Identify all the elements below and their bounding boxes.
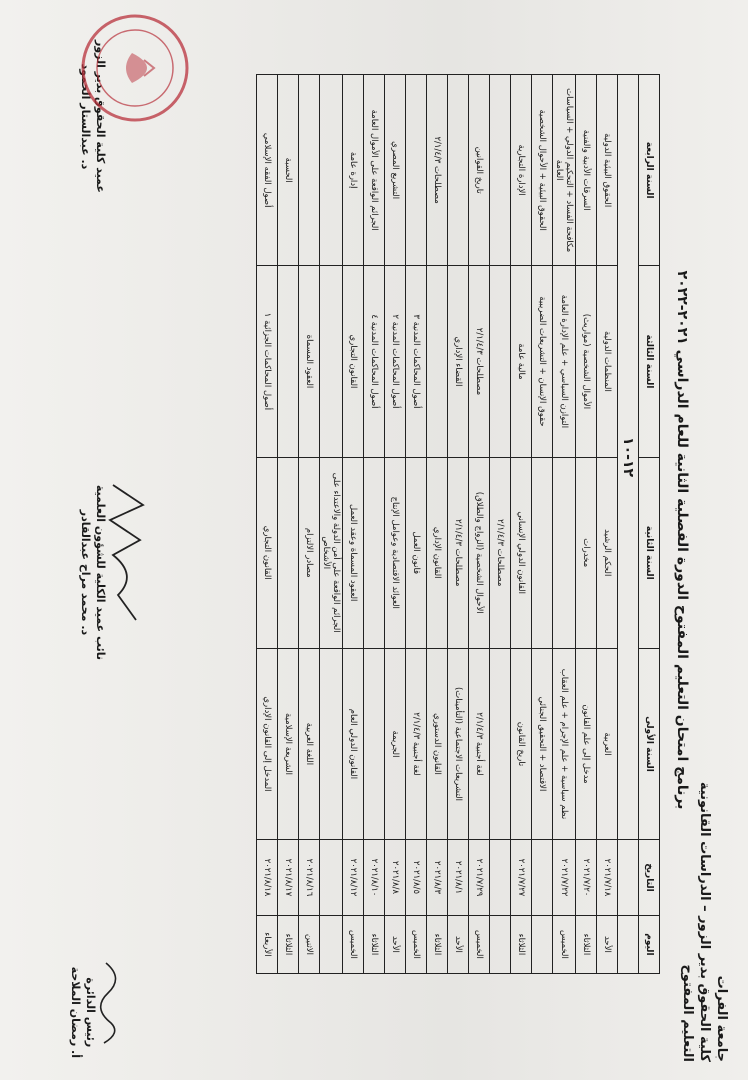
cell-day: الأحد — [448, 915, 469, 973]
cell-y2 — [364, 457, 385, 648]
cell-y2: مصطلحات ٢/١/٤/٣ — [490, 457, 511, 648]
cell-date — [532, 840, 553, 916]
cell-y4: الحقوق البيئية + الأحوال الشخصية — [532, 75, 553, 266]
col-header-date: التاريخ — [639, 840, 660, 916]
cell-y3: مصطلحات ٢/١/٤/٣ — [469, 266, 490, 457]
time-slot-row — [618, 75, 639, 974]
col-header-year1: السنة الأولى — [639, 648, 660, 839]
cell-y4: التشريع المصري — [385, 75, 406, 266]
cell-y4: الحسبة — [278, 75, 299, 266]
cell-y3: أصول المحاكمات المدنية ٢ — [385, 266, 406, 457]
signature-scribble-2 — [103, 480, 148, 630]
col-header-day: اليوم — [639, 915, 660, 973]
cell-y3: أصول المحاكمات الجزائية ١ — [257, 266, 278, 457]
cell-y2: العقود المسماة وعقد العمل — [343, 457, 364, 648]
table-row — [406, 75, 427, 974]
table-row — [364, 75, 385, 974]
table-row — [469, 75, 490, 974]
cell-day: الأحد — [597, 915, 618, 973]
cell-date: ٢٠٢١/٨/١٦ — [299, 840, 320, 916]
table-row — [532, 75, 553, 974]
signature-name-1: أ. رمضان الملاحة — [69, 966, 82, 1058]
cell-y3: أصول المحاكمات المدنية ٣ — [406, 266, 427, 457]
cell-y1: لغة أجنبية ٢/١/٤/٣ — [406, 648, 427, 839]
table-row — [257, 75, 278, 974]
cell-y3: الأموال الشخصية (مواريث) — [576, 266, 597, 457]
table-row — [576, 75, 597, 974]
table-row — [343, 75, 364, 974]
table-row — [490, 75, 511, 974]
cell-y4: الإدارة التجارية — [511, 75, 532, 266]
cell-day: الثلاثاء — [576, 915, 597, 973]
cell-date: ٢٠٢١/٧/٢٢ — [553, 840, 576, 916]
cell-day: الخميس — [343, 915, 364, 973]
cell-y4 — [320, 75, 343, 266]
cell-y4 — [448, 75, 469, 266]
cell-day: الأحد — [385, 915, 406, 973]
cell-date: ٢٠٢١/٨/١٠ — [364, 840, 385, 916]
signature-vice-dean — [78, 485, 108, 660]
cell-y1: المدخل إلى القانون الإداري — [257, 648, 278, 839]
cell-y4: الحقوق البيئية الدولية — [597, 75, 618, 266]
cell-y2: الأحوال الشخصية (الزواج والطلاق) — [469, 457, 490, 648]
table-row — [278, 75, 299, 974]
signature-role-3: عميد كلية الحقوق بدير الزور — [94, 40, 107, 193]
cell-day: الخميس — [406, 915, 427, 973]
cell-y4: أصول الفقه الإسلامي — [257, 75, 278, 266]
col-header-year4: السنة الرابعة — [639, 75, 660, 266]
cell-y3 — [490, 266, 511, 457]
cell-y4: تاريخ القوانين — [469, 75, 490, 266]
cell-y1 — [320, 648, 343, 839]
cell-y4: السرقات الأدبية والفنية — [576, 75, 597, 266]
signature-name-2: د. محمد مراح عبدالقادر — [79, 509, 92, 636]
cell-y1: الشريعة الإسلامية — [278, 648, 299, 839]
cell-y1: العربية — [597, 648, 618, 839]
cell-y3: التوازن السياسي + علم الإدارة العامة — [553, 266, 576, 457]
col-header-year2: السنة الثانية — [639, 457, 660, 648]
cell-y1: تاريخ القانون — [511, 648, 532, 839]
signature-scribble-1 — [96, 958, 126, 1048]
table-row — [427, 75, 448, 974]
cell-y1: لغة أجنبية ٢/١/٤/٣ — [469, 648, 490, 839]
cell-y2: قانون العمل — [406, 457, 427, 648]
cell-y2: العوائد الاقتصادية وعوامل الإنتاج — [385, 457, 406, 648]
schedule-body — [257, 75, 618, 974]
time-slot-empty-day — [618, 915, 639, 973]
cell-y3: القضاء الإداري — [448, 266, 469, 457]
table-row — [553, 75, 576, 974]
cell-y1: القانون الدستوري — [427, 648, 448, 839]
cell-y3 — [427, 266, 448, 457]
cell-y3: مالية عامة — [511, 266, 532, 457]
cell-date: ٢٠٢١/٨/١٨ — [257, 840, 278, 916]
cell-y4: الجرائم الواقعة على الأموال العامة — [364, 75, 385, 266]
cell-y2: القانون الدولي الإنساني — [511, 457, 532, 648]
cell-date: ٢٠٢١/٨/١ — [448, 840, 469, 916]
cell-day: الخميس — [553, 915, 576, 973]
cell-y2: الجرائم الواقعة على أمن الدولة والاعتداء على الأشخاص — [320, 457, 343, 648]
cell-y3: العقود المسماة — [299, 266, 320, 457]
cell-y2 — [532, 457, 553, 648]
cell-y2 — [553, 457, 576, 648]
cell-y2: مصادر الالتزام — [299, 457, 320, 648]
cell-day: الأربعاء — [257, 915, 278, 973]
cell-y3 — [278, 266, 299, 457]
cell-date: ٢٠٢١/٧/٢٠ — [576, 840, 597, 916]
signature-head-of-department — [68, 967, 98, 1058]
cell-y1: الجريمة — [385, 648, 406, 839]
cell-y2: مصطلحات ٢/١/٤/٣ — [448, 457, 469, 648]
cell-date — [490, 840, 511, 916]
signature-role-1: رئيس الدائرة — [84, 977, 97, 1048]
cell-date: ٢٠٢١/٨/٣ — [427, 840, 448, 916]
cell-y4 — [490, 75, 511, 266]
table-row — [385, 75, 406, 974]
cell-y1: الاقتصاد + التحقيق الجنائي — [532, 648, 553, 839]
table-row — [448, 75, 469, 974]
cell-y3 — [320, 266, 343, 457]
cell-y3: أصول المحاكمات المدنية ٤ — [364, 266, 385, 457]
exam-schedule-table — [256, 74, 660, 974]
cell-date: ٢٠٢١/٧/٢٧ — [511, 840, 532, 916]
cell-y3: المنظمات الدولية — [597, 266, 618, 457]
cell-y1: نظم سياسية + علم الإجرام + علم العقاب — [553, 648, 576, 839]
cell-day: الخميس — [469, 915, 490, 973]
department-name: التعليم المفتوح — [680, 964, 695, 1062]
table-row — [299, 75, 320, 974]
cell-y4: إدارة عامة — [343, 75, 364, 266]
cell-date: ٢٠٢١/٧/١٨ — [597, 840, 618, 916]
table-row — [320, 75, 343, 974]
cell-day — [532, 915, 553, 973]
col-header-year3: السنة الثالثة — [639, 266, 660, 457]
cell-y1: القانون الدولي العام — [343, 648, 364, 839]
cell-date — [320, 840, 343, 916]
cell-y2: الحكم الرشيد — [597, 457, 618, 648]
cell-day: الاثنين — [299, 915, 320, 973]
cell-day — [320, 915, 343, 973]
cell-date: ٢٠٢١/٨/١٢ — [343, 840, 364, 916]
cell-y3: حقوق الإنسان + التشريعات الضريبية — [532, 266, 553, 457]
cell-y4: مكافحة الفساد + التحكيم الدولي + السياسات العامة — [553, 75, 576, 266]
cell-y1 — [364, 648, 385, 839]
cell-y2: القانون الإداري — [427, 457, 448, 648]
signature-name-3: د. عبدالستار الحمود — [79, 63, 92, 170]
cell-date: ٢٠٢١/٨/١٧ — [278, 840, 299, 916]
cell-y1: التشريعات الاجتماعية (التأمينات) — [448, 648, 469, 839]
time-slot-empty-date — [618, 840, 639, 916]
cell-date: ٢٠٢١/٨/٥ — [406, 840, 427, 916]
cell-y1: اللغة العربية — [299, 648, 320, 839]
table-row — [511, 75, 532, 974]
cell-day: الثلاثاء — [364, 915, 385, 973]
cell-y1 — [490, 648, 511, 839]
cell-day: الثلاثاء — [427, 915, 448, 973]
cell-y2: القانون التجاري — [257, 457, 278, 648]
cell-day: الثلاثاء — [278, 915, 299, 973]
cell-y2: مخدرات — [576, 457, 597, 648]
document-title: برنامج امتحان التعليم المفتوح الدورة الفصلية الثانية للعام الدراسي ٢٠٢١-٢٠٢٢ — [674, 270, 690, 810]
cell-y1: مدخل إلى علم القانون — [576, 648, 597, 839]
faculty-name: كلية الحقوق بدير الزور – الدراسات القانونية — [697, 781, 712, 1062]
signature-role-2: نائب عميد الكلية للشؤون العلمية — [94, 484, 107, 660]
cell-day — [490, 915, 511, 973]
cell-y2 — [278, 457, 299, 648]
university-name: جامعة الفرات — [714, 975, 729, 1062]
time-slot: ١٢-١٠ — [618, 75, 639, 840]
cell-date: ٢٠٢١/٨/٨ — [385, 840, 406, 916]
cell-y4: مصطلحات ٢/١/٤/٣ — [427, 75, 448, 266]
cell-y4 — [299, 75, 320, 266]
cell-y3: القانون التجاري — [343, 266, 364, 457]
official-stamp-seal — [77, 8, 192, 128]
cell-date: ٢٠٢١/٧/٢٩ — [469, 840, 490, 916]
cell-y4 — [406, 75, 427, 266]
table-row — [597, 75, 618, 974]
cell-day: الثلاثاء — [511, 915, 532, 973]
table-header-row — [639, 75, 660, 974]
